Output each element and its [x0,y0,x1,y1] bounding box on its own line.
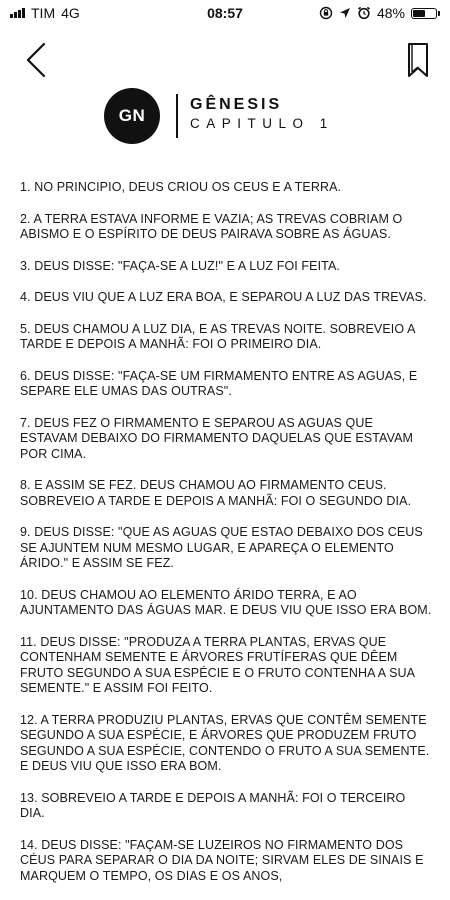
verse-item[interactable]: 8. E ASSIM SE FEZ. DEUS CHAMOU AO FIRMAMENTO CEUS. SOBREVEIO A TARDE E DEPOIS A MANHÃ: FOI O SEGUNDO DIA. [20,478,412,508]
verse-item[interactable]: 10. DEUS CHAMOU AO ELEMENTO ÁRIDO TERRA, E AO AJUNTAMENTO DAS ÁGUAS MAR. E DEUS VIU QUE ISSO ERA BOM. [20,587,432,617]
verse-item[interactable]: 9. DEUS DISSE: "QUE AS AGUAS QUE ESTAO DEBAIXO DOS CEUS SE AJUNTEM NUM MESMO LUGAR, E APAREÇA O ELEMENTO ÁRIDO." E ASSIM SE FEZ. [20,525,423,570]
bookmark-icon [406,42,430,78]
battery-icon [411,8,437,19]
verse-item[interactable]: 13. SOBREVEIO A TARDE E DEPOIS A MANHÃ: FOI O TERCEIRO DIA. [20,790,406,820]
location-icon [339,7,351,19]
verse-item[interactable]: 6. DEUS DISSE: "FAÇA-SE UM FIRMAMENTO ENTRE AS AGUAS, E SEPARE ELE UMAS DAS OUTRAS". [20,368,418,398]
verse-item[interactable]: 14. DEUS DISSE: "FAÇAM-SE LUZEIROS NO FIRMAMENTO DOS CÉUS PARA SEPARAR O DIA DA NOITE; SIRVAM ELES DE SINAIS E MARQUEM O TEMPO, OS DIAS E OS ANOS, [20,837,424,883]
carrier-label: TIM [31,5,56,21]
verse-item[interactable]: 5. DEUS CHAMOU A LUZ DIA, E AS TREVAS NOITE. SOBREVEIO A TARDE E DEPOIS A MANHÃ: FOI O PRIMEIRO DIA. [20,321,415,351]
verse-item[interactable]: 2. A TERRA ESTAVA INFORME E VAZIA; AS TREVAS COBRIAM O ABISMO E O ESPÍRITO DE DEUS PAIRAVA SOBRE AS ÁGUAS. [20,211,403,241]
rotation-lock-icon [319,6,333,20]
verse-item[interactable]: 3. DEUS DISSE: "FAÇA-SE A LUZ!" E A LUZ FOI FEITA. [20,258,340,273]
back-button[interactable] [22,40,52,80]
header-divider [176,94,178,138]
chapter-header [0,88,450,144]
status-right [319,5,440,21]
battery-percent: 48% [376,5,405,21]
book-abbreviation-badge: GN [104,88,160,144]
verse-list [20,180,432,900]
book-title: GÊNESIS [190,96,283,113]
verse-item[interactable]: 1. NO PRINCIPIO, DEUS CRIOU OS CEUS E A TERRA. [20,180,342,194]
battery-tip [438,11,440,16]
status-time: 08:57 [207,5,243,21]
chevron-left-icon [22,40,52,80]
verse-item[interactable]: 11. DEUS DISSE: "PRODUZA A TERRA PLANTAS, ERVAS QUE CONTENHAM SEMENTE E ÁRVORES FRUTÍFERAS QUE DÊEM FRUTO SEGUNDO A SUA ESPÉCIE E O FRUTO CONTENHA A SUA SEMENTE." E ASSIM FOI FEITO. [20,634,415,695]
verse-item[interactable]: 7. DEUS FEZ O FIRMAMENTO E SEPAROU AS AGUAS QUE ESTAVAM DEBAIXO DO FIRMAMENTO DAQUELAS QUE ESTAVAM POR CIMA. [20,415,414,461]
status-bar [0,0,450,28]
verse-item[interactable]: 12. A TERRA PRODUZIU PLANTAS, ERVAS QUE CONTÊM SEMENTE SEGUNDO A SUA ESPÉCIE, E ÁRVORES QUE PRODUZEM FRUTO SEGUNDO A SUA ESPÉCIE, CONTENDO O FRUTO A SUA SEMENTE. E DEUS VIU QUE ISSO ERA BOM. [20,712,430,773]
bookmark-button[interactable] [406,42,430,78]
alarm-icon [357,6,371,20]
verse-item[interactable]: 4. DEUS VIU QUE A LUZ ERA BOA, E SEPAROU A LUZ DAS TREVAS. [20,290,427,304]
network-label: 4G [61,5,80,21]
chapter-label: CAPITULO 1 [190,116,334,131]
